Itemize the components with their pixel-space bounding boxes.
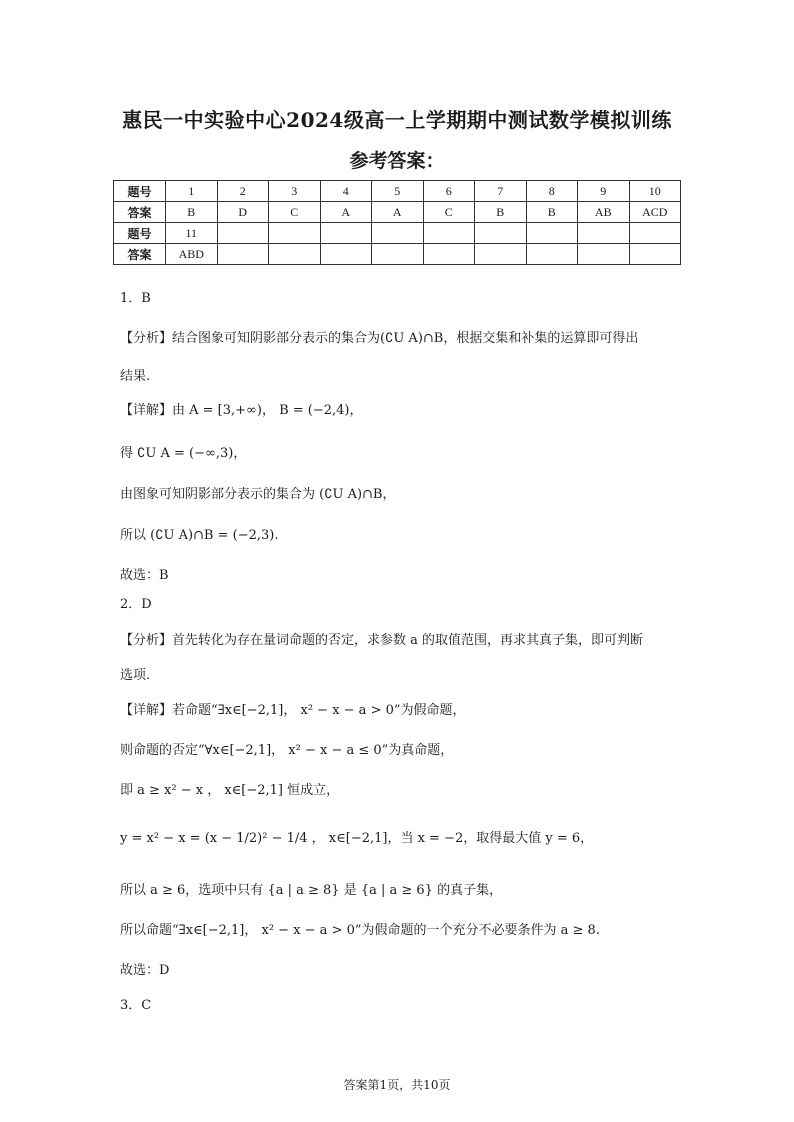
table-cell: B <box>166 202 218 223</box>
table-cell <box>372 244 424 265</box>
table-cell <box>475 244 527 265</box>
table-cell: D <box>217 202 269 223</box>
table-cell: 8 <box>526 181 578 202</box>
analysis-paragraph: 选项. <box>120 668 151 683</box>
table-cell <box>320 223 372 244</box>
table-cell <box>578 223 630 244</box>
table-cell <box>578 244 630 265</box>
table-cell: ACD <box>629 202 681 223</box>
page-footer: 答案第1页，共10页 <box>343 1078 451 1092</box>
detail-paragraph: 所以命题“∃x∈[−2,1]， x² − x − a > 0”为假命题的一个充分不必要条件为 a ≥ 8. <box>120 923 600 938</box>
table-cell <box>269 244 321 265</box>
row-label: 答案 <box>114 202 166 223</box>
row-label: 答案 <box>114 244 166 265</box>
question-number: 1．B <box>120 291 151 306</box>
table-cell: 11 <box>166 223 218 244</box>
answer-choice: 故选：B <box>120 568 169 583</box>
question-number: 3．C <box>120 998 152 1013</box>
table-cell <box>423 244 475 265</box>
table-cell <box>217 223 269 244</box>
detail-paragraph: 则命题的否定“∀x∈[−2,1]， x² − x − a ≤ 0”为真命题， <box>120 743 454 758</box>
table-row <box>114 223 681 244</box>
analysis-paragraph: 【分析】结合图象可知阴影部分表示的集合为(∁U A)∩B，根据交集和补集的运算即可得出 <box>120 331 639 346</box>
page-title: 惠民一中实验中心2024级高一上学期期中测试数学模拟训练 <box>122 108 672 132</box>
analysis-paragraph: 结果. <box>120 369 151 384</box>
question-number: 2．D <box>120 597 152 612</box>
table-cell <box>526 244 578 265</box>
table-cell <box>475 223 527 244</box>
table-cell: ABD <box>166 244 218 265</box>
table-cell: C <box>269 202 321 223</box>
table-cell: B <box>526 202 578 223</box>
table-cell <box>423 223 475 244</box>
detail-paragraph: 由图象可知阴影部分表示的集合为 (∁U A)∩B， <box>120 487 396 502</box>
table-cell <box>629 244 681 265</box>
table-cell: A <box>372 202 424 223</box>
table-cell: 3 <box>269 181 321 202</box>
table-cell: 10 <box>629 181 681 202</box>
table-cell: 5 <box>372 181 424 202</box>
table-row <box>114 244 681 265</box>
table-cell <box>372 223 424 244</box>
table-cell: C <box>423 202 475 223</box>
row-label: 题号 <box>114 181 166 202</box>
table-cell: A <box>320 202 372 223</box>
table-cell: 7 <box>475 181 527 202</box>
detail-paragraph: y = x² − x = (x − 1/2)² − 1/4 ， x∈[−2,1]，当 x = −2，取得最大值 y = 6， <box>120 831 594 846</box>
table-cell <box>269 223 321 244</box>
table-cell <box>629 223 681 244</box>
answer-table <box>113 180 681 265</box>
table-cell: 4 <box>320 181 372 202</box>
detail-paragraph: 【详解】若命题“∃x∈[−2,1]， x² − x − a > 0”为假命题， <box>120 703 466 718</box>
table-cell: 2 <box>217 181 269 202</box>
detail-paragraph: 所以 a ≥ 6，选项中只有 {a | a ≥ 8} 是 {a | a ≥ 6} 的真子集， <box>120 883 503 898</box>
table-row <box>114 181 681 202</box>
table-cell: 9 <box>578 181 630 202</box>
table-cell: AB <box>578 202 630 223</box>
table-cell: 6 <box>423 181 475 202</box>
detail-paragraph: 得 ∁U A = (−∞,3)， <box>120 446 247 461</box>
detail-paragraph: 所以 (∁U A)∩B = (−2,3). <box>120 528 279 543</box>
answer-choice: 故选：D <box>120 963 170 978</box>
detail-paragraph: 【详解】由 A = [3,+∞)， B = (−2,4)， <box>120 403 363 418</box>
table-cell <box>320 244 372 265</box>
table-cell <box>526 223 578 244</box>
table-cell: B <box>475 202 527 223</box>
table-row <box>114 202 681 223</box>
detail-paragraph: 即 a ≥ x² − x ， x∈[−2,1] 恒成立， <box>120 783 340 798</box>
table-cell: 1 <box>166 181 218 202</box>
answer-key-heading: 参考答案： <box>349 150 445 172</box>
analysis-paragraph: 【分析】首先转化为存在量词命题的否定，求参数 a 的取值范围，再求其真子集，即可判断 <box>120 633 644 648</box>
row-label: 题号 <box>114 223 166 244</box>
table-cell <box>217 244 269 265</box>
